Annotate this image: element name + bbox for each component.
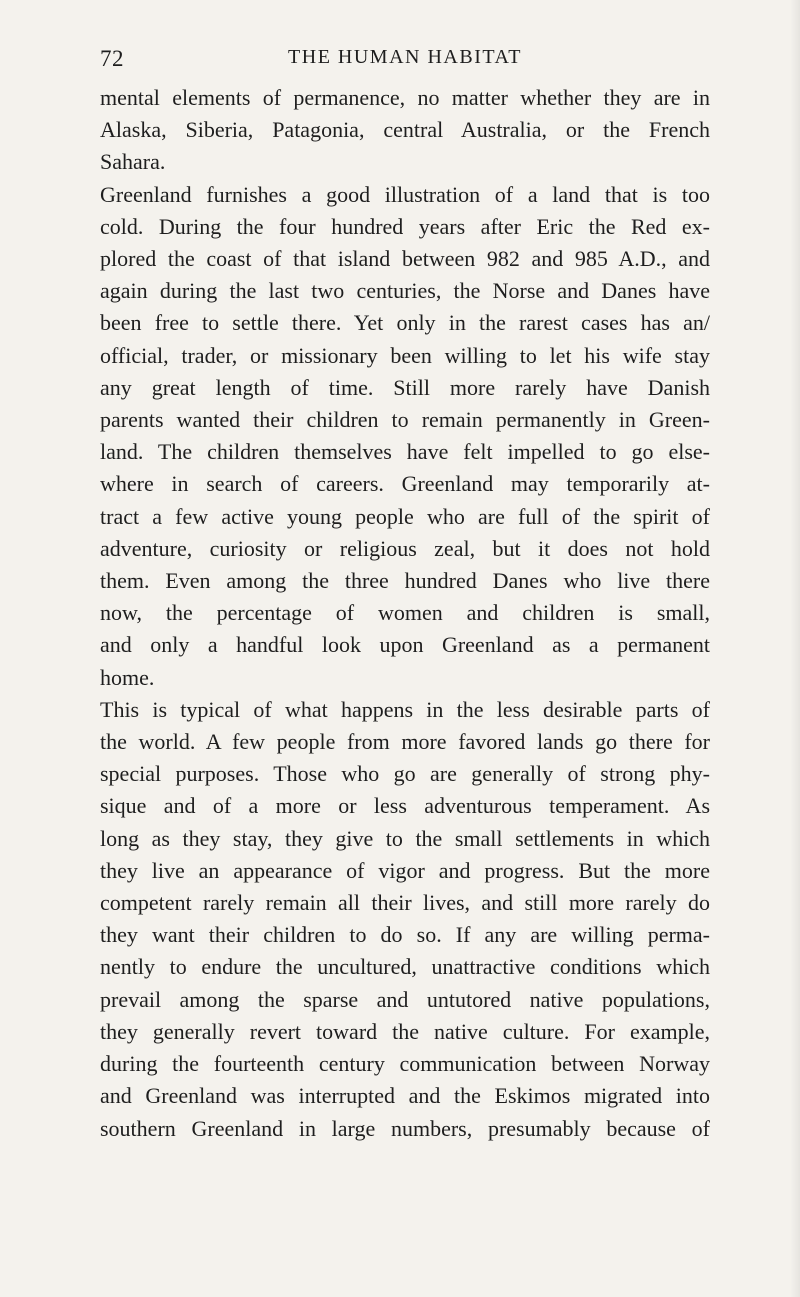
text-line: long as they stay, they give to the small settlements in which [100, 825, 710, 851]
text-line: mental elements of permanence, no matter whether they are in [100, 85, 710, 110]
page-header [100, 46, 710, 76]
text-line: nently to endure the uncultured, unattractive conditions which [100, 954, 710, 980]
text-line: parents wanted their children to remain permanently in Green- [100, 407, 710, 433]
text-line: prevail among the sparse and untutored native populations, [100, 986, 710, 1012]
text-line: land. The children themselves have felt impelled to go else- [100, 439, 710, 465]
body-text [100, 82, 710, 1145]
text-line: home. [100, 664, 155, 690]
paragraph-2 [100, 179, 710, 694]
text-line: they live an appearance of vigor and progress. But the more [100, 857, 710, 883]
paragraph-3 [100, 694, 710, 1145]
page-number: 72 [100, 46, 124, 71]
text-line: sique and of a more or less adventurous temperament. As [100, 793, 710, 819]
text-line: they generally revert toward the native culture. For example, [100, 1018, 710, 1044]
text-line: Alaska, Siberia, Patagonia, central Australia, or the French [100, 117, 710, 143]
text-line: the world. A few people from more favored lands go there for [100, 729, 710, 755]
text-line: plored the coast of that island between 982 and 985 A.D., and [100, 246, 710, 272]
text-line: tract a few active young people who are full of the spirit of [100, 503, 710, 529]
text-line: cold. During the four hundred years after Eric the Red ex- [100, 213, 710, 239]
text-line: special purposes. Those who go are generally of strong phy- [100, 761, 710, 787]
text-line: adventure, curiosity or religious zeal, but it does not hold [100, 535, 710, 561]
text-line: they want their children to do so. If any are willing perma- [100, 922, 710, 948]
text-line: southern Greenland in large numbers, presumably because of [100, 1115, 710, 1141]
text-line: and Greenland was interrupted and the Eskimos migrated into [100, 1083, 710, 1109]
text-line: where in search of careers. Greenland may temporarily at- [100, 471, 710, 497]
paragraph-1 [100, 82, 710, 179]
text-line: official, trader, or missionary been willing to let his wife stay [100, 342, 710, 368]
text-line: Greenland furnishes a good illustration of a land that is too [100, 181, 710, 207]
text-line: Sahara. [100, 149, 166, 175]
text-line: any great length of time. Still more rarely have Danish [100, 374, 710, 400]
text-line: during the fourteenth century communication between Norway [100, 1051, 710, 1077]
text-line: This is typical of what happens in the less desirable parts of [100, 696, 710, 722]
running-head: THE HUMAN HABITAT [288, 46, 522, 68]
text-line: now, the percentage of women and children is small, [100, 600, 710, 626]
text-line: and only a handful look upon Greenland as a permanent [100, 632, 710, 658]
text-line: them. Even among the three hundred Danes who live there [100, 568, 710, 594]
page-edge-shadow [790, 0, 800, 1297]
text-line: competent rarely remain all their lives, and still more rarely do [100, 890, 710, 916]
text-line: been free to settle there. Yet only in the rarest cases has an/ [100, 310, 710, 336]
text-line: again during the last two centuries, the Norse and Danes have [100, 278, 710, 304]
